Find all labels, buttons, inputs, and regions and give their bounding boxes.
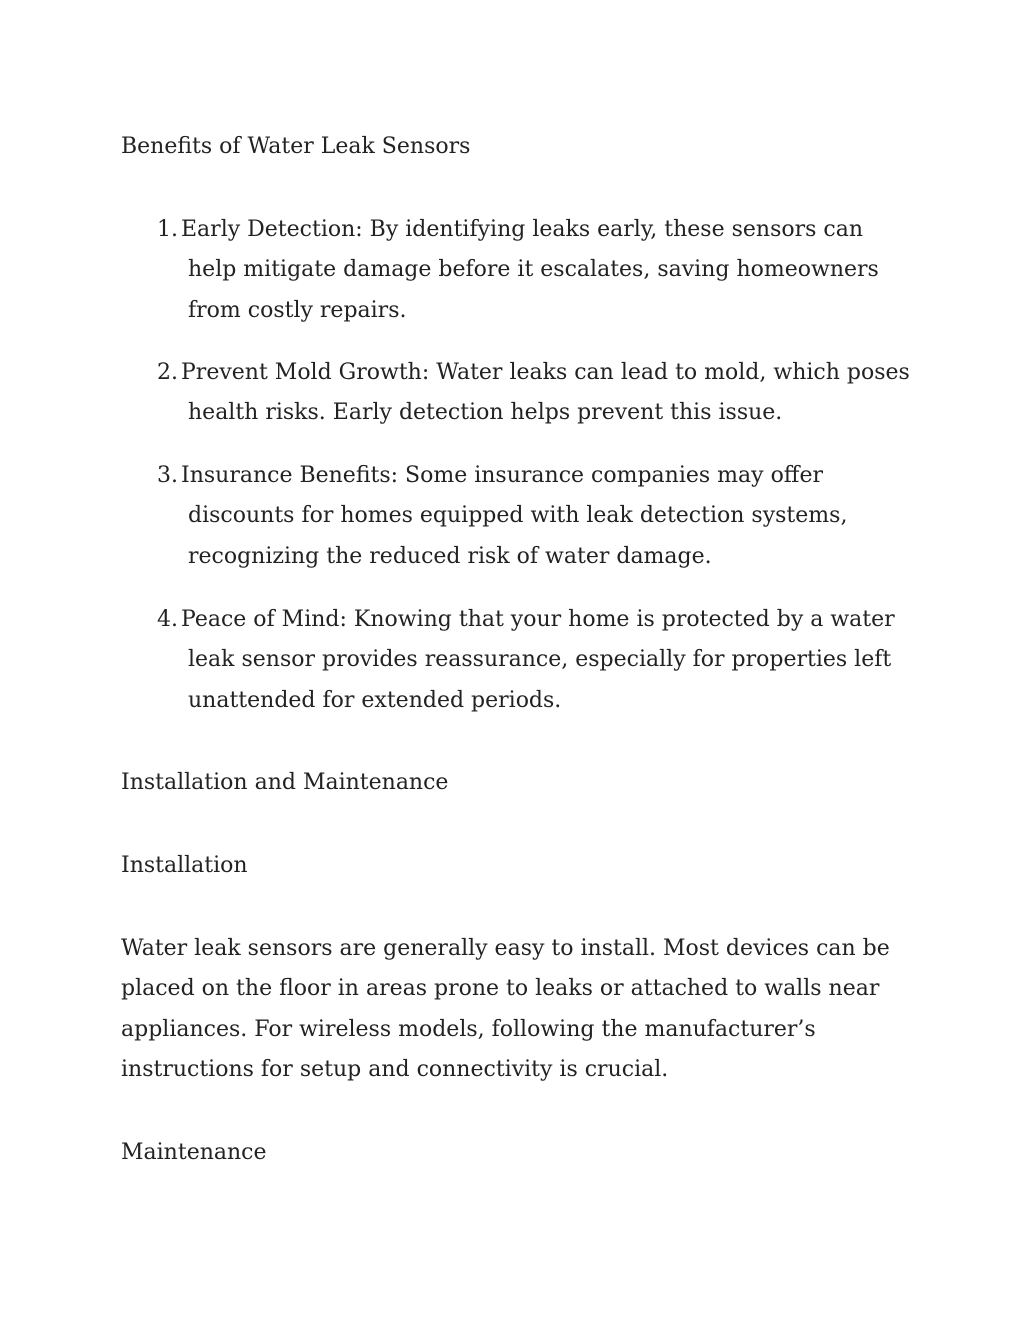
list-item-text: Peace of Mind: Knowing that your home is protected by a water leak sensor provides reassurance, especially for properties left unattended for extended periods. <box>181 607 895 713</box>
list-item <box>157 353 917 434</box>
maintenance-heading: Maintenance <box>121 1140 267 1165</box>
list-item-number: 3. <box>157 463 178 488</box>
list-item-text: Early Detection: By identifying leaks early, these sensors can help mitigate damage before it escalates, saving homeowners from costly repairs. <box>181 217 879 323</box>
benefits-heading: Benefits of Water Leak Sensors <box>121 134 471 159</box>
list-item-text: Insurance Benefits: Some insurance companies may offer discounts for homes equipped with leak detection systems, recognizing the reduced risk of water damage. <box>181 463 848 569</box>
list-item-text: Prevent Mold Growth: Water leaks can lead to mold, which poses health risks. Early detection helps prevent this issue. <box>181 360 910 426</box>
installation-heading: Installation <box>121 853 248 878</box>
list-item-number: 1. <box>157 217 178 242</box>
installation-paragraph: Water leak sensors are generally easy to install. Most devices can be placed on the floor in areas prone to leaks or attached to walls near appliances. For wireless models, following the manufacturer’s instructions for setup and connectivity is crucial. <box>121 936 890 1082</box>
list-item <box>157 600 917 721</box>
installation-maintenance-heading: Installation and Maintenance <box>121 770 449 795</box>
list-item <box>157 210 917 331</box>
list-item-number: 2. <box>157 360 178 385</box>
list-item <box>157 456 917 577</box>
list-item-number: 4. <box>157 607 178 632</box>
